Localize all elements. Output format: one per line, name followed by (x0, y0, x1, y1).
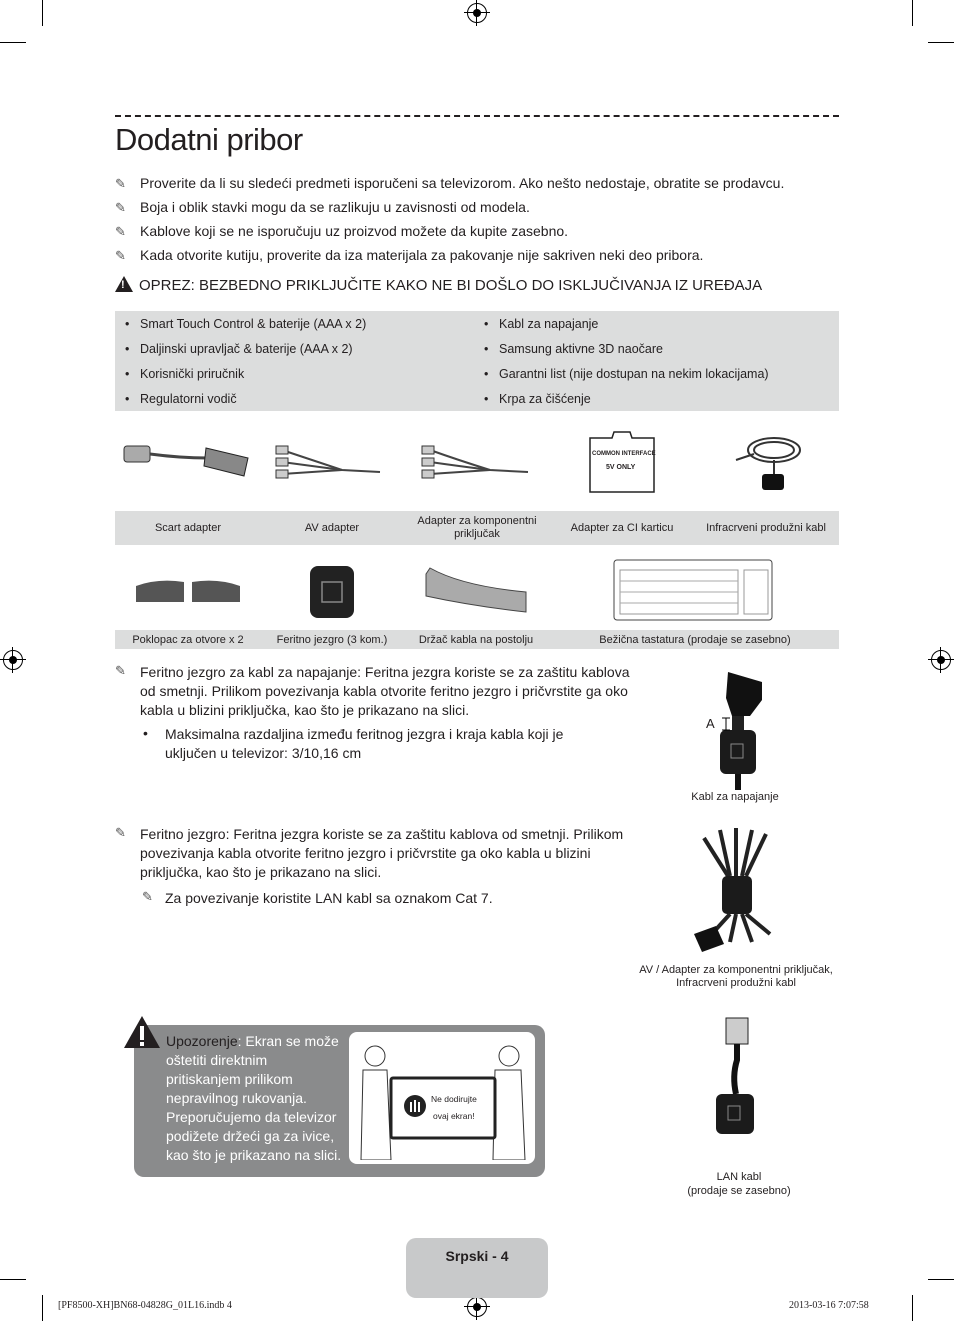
crop-mark (912, 1295, 913, 1321)
ferrite-core-image (306, 564, 358, 620)
warning-text: Upozorenje: Ekran se može oštetiti direktnim pritiskanjem prilikom nepravilnog rukovanja. Preporučujemo da televizor podižete držeći ga za ivice, kao što je prikazano na slici. (166, 1033, 342, 1163)
list-item: • Samsung aktivne 3D naočare (499, 342, 663, 356)
image-caption: AV / Adapter za komponentni priključak, Infracrveni produžni kabl (639, 964, 833, 989)
crop-mark (912, 0, 913, 26)
ir-extension-cable-image (730, 430, 806, 494)
caution-heading: !OPREZ: BEZBEDNO PRIKLJUČITE KAKO NE BI DOŠLO DO ISKLJUČIVANJA IZ UREĐAJA (115, 276, 762, 294)
image-label: Adapter za CI karticu (570, 522, 674, 534)
crop-mark (42, 0, 43, 26)
registration-mark-icon (3, 650, 23, 670)
page-number: Srpski - 4 (445, 1248, 509, 1264)
page-title: Dodatni pribor (115, 122, 303, 157)
slot-cover-image (134, 578, 244, 604)
image-label: Bežična tastatura (prodaje se zasebno) (599, 634, 791, 646)
ferrite-distance-note: Maksimalna razdaljina između feritnog jezgra i kraja kabla koji je uključen u televizor: 3/10,16 cm (165, 726, 564, 761)
ferrite-power-note: Feritno jezgro za kabl za napajanje: Feritna jezgra koriste se za zaštitu kablova od smetnji. Prilikom povezivanja kabla otvorite feritno jezgro i pričvrstite ga oko kabla u blizini priključka, kao što je prikazano na slici. (140, 664, 630, 718)
crop-mark (0, 1279, 26, 1280)
image-caption: (prodaje se zasebno) (687, 1185, 791, 1197)
warning-triangle-icon (115, 276, 133, 292)
list-item: • Regulatorni vodič (140, 392, 237, 406)
registration-mark-icon (467, 3, 487, 23)
list-item: • Krpa za čišćenje (499, 392, 591, 406)
image-label: Poklopac za otvore x 2 (132, 634, 244, 646)
pencil-note-icon: ✎ (115, 224, 126, 239)
header-divider (115, 115, 839, 117)
crop-mark (0, 42, 26, 43)
pencil-note-icon: ✎ (115, 200, 126, 215)
list-item: • Kabl za napajanje (499, 317, 598, 331)
warning-triangle-icon (122, 1014, 162, 1050)
cable-holder-image (422, 566, 530, 616)
scart-adapter-image (120, 436, 252, 484)
component-adapter-image (418, 440, 540, 484)
pencil-note-icon: ✎ (115, 663, 126, 678)
footer-file-info: [PF8500-XH]BN68-04828G_01L16.indb 4 (58, 1300, 232, 1311)
tv-screen-text: ovaj ekran! (433, 1111, 475, 1121)
image-label: Feritno jezgro (3 kom.) (276, 634, 388, 646)
crop-mark (42, 1295, 43, 1321)
crop-mark (928, 42, 954, 43)
pencil-note-icon: ✎ (115, 825, 126, 840)
lan-cable-ferrite-image (712, 1016, 762, 1140)
tv-screen-text: Ne dodirujte (431, 1094, 477, 1104)
pencil-note-icon: ✎ (142, 889, 153, 904)
image-label: Držač kabla na postolju (418, 634, 534, 646)
list-item: • Garantni list (nije dostupan na nekim lokacijama) (499, 367, 769, 381)
image-label: Infracrveni produžni kabl (706, 522, 826, 534)
pencil-note-icon: ✎ (115, 176, 126, 191)
list-item: • Smart Touch Control & baterije (AAA x 2) (140, 317, 366, 331)
av-adapter-image (272, 440, 392, 484)
footer-timestamp: 2013-03-16 7:07:58 (789, 1300, 869, 1311)
bullet: • (143, 725, 148, 741)
image-label: Scart adapter (154, 522, 222, 534)
power-cable-ferrite-image (706, 668, 772, 790)
pencil-note-icon: ✎ (115, 248, 126, 263)
ferrite-note: Feritno jezgro: Feritna jezgra koriste se za zaštitu kablova od smetnji. Prilikom povezivanja kabla otvorite feritno jezgro i pričvrstite ga oko kabla u blizini priključka, kao što je prikazano na slici. (140, 826, 624, 880)
wireless-keyboard-image (612, 558, 774, 622)
ci-card-label: COMMON INTERFACE (592, 451, 656, 457)
image-caption: LAN kabl (716, 1171, 762, 1183)
image-caption: Kabl za napajanje (691, 791, 779, 803)
list-item: • Korisnički priručnik (140, 367, 244, 381)
ci-card-adapter-image (586, 430, 658, 496)
registration-mark-icon (931, 650, 951, 670)
registration-mark-icon (467, 1297, 487, 1317)
page-number-box (406, 1238, 548, 1298)
image-label: AV adapter (304, 522, 360, 534)
lan-cat7-note: Za povezivanje koristite LAN kabl sa oznakom Cat 7. (165, 890, 493, 906)
image-label: Adapter za komponentni priključak (417, 515, 537, 540)
av-component-ferrite-image (690, 826, 786, 958)
list-item: • Daljinski upravljač & baterije (AAA x 2) (140, 342, 353, 356)
ci-card-label: 5V ONLY (606, 464, 636, 471)
crop-mark (928, 1279, 954, 1280)
dimension-marker: A (706, 716, 715, 731)
